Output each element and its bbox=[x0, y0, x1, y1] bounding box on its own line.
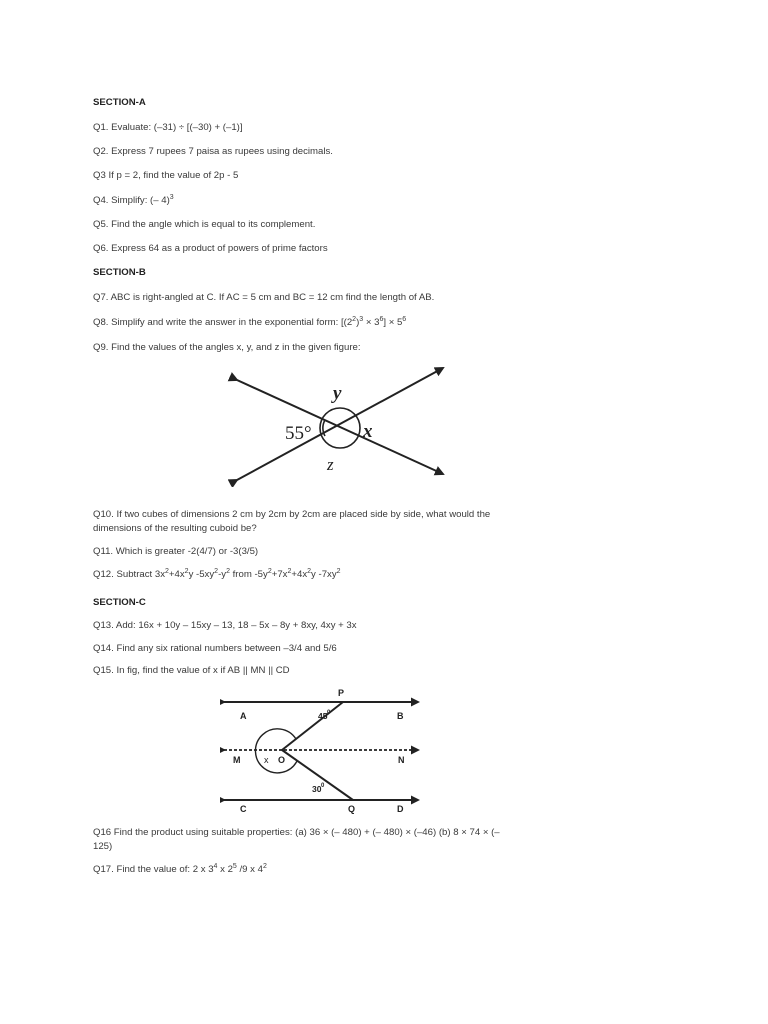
label-n: N bbox=[398, 755, 405, 765]
label-b: B bbox=[397, 711, 404, 721]
section-b-heading: SECTION-B bbox=[93, 267, 146, 278]
label-a: A bbox=[240, 711, 247, 721]
label-x: x bbox=[264, 755, 269, 765]
label-c: C bbox=[240, 804, 247, 814]
label-z: z bbox=[327, 455, 334, 474]
label-x: x bbox=[363, 421, 373, 442]
question-4: Q4. Simplify: (– 4)$^3$ bbox=[93, 194, 174, 206]
question-6: Q6. Express 64 as a product of powers of prime factors bbox=[93, 243, 328, 254]
label-30: 30 bbox=[312, 784, 322, 794]
question-17: Q17. Find the value of: 2 x $3^4$ x $2^5$ /9 x $4^2$ bbox=[93, 863, 267, 875]
question-1: Q1. Evaluate: (–31) ÷ [(–30) + (–1)] bbox=[93, 122, 243, 133]
question-5: Q5. Find the angle which is equal to its complement. bbox=[93, 219, 316, 230]
question-9: Q9. Find the values of the angles x, y, and z in the given figure: bbox=[93, 342, 361, 353]
question-3: Q3 If p = 2, find the value of 2p - 5 bbox=[93, 170, 239, 181]
label-y: y bbox=[333, 383, 342, 404]
parallel-lines-figure bbox=[220, 684, 430, 814]
question-8: Q8. Simplify and write the answer in the exponential form: $[(2^2)^3 \times 3^6] \times 5^6$ bbox=[93, 316, 407, 328]
question-16-line-2: 125) bbox=[93, 841, 113, 852]
label-30-deg: 0 bbox=[321, 783, 325, 789]
label-55-degrees: 55° bbox=[285, 423, 312, 444]
question-13: Q13. Add: 16x + 10y – 15xy – 13, 18 – 5x – 8y + 8xy, 4xy + 3x bbox=[93, 620, 357, 631]
label-o: O bbox=[278, 755, 286, 765]
label-45: 45 bbox=[318, 711, 328, 721]
angle-arc-55 bbox=[323, 420, 325, 436]
question-11: Q11. Which is greater -2(4/7) or -3(3/5) bbox=[93, 546, 259, 557]
question-7: Q7. ABC is right-angled at C. If AC = 5 cm and BC = 12 cm find the length of AB. bbox=[93, 292, 435, 303]
label-q: Q bbox=[348, 804, 356, 814]
question-15: Q15. In fig, find the value of x if AB || MN || CD bbox=[93, 665, 290, 676]
section-a-heading: SECTION-A bbox=[93, 97, 146, 108]
section-c-heading: SECTION-C bbox=[93, 597, 146, 608]
label-m: M bbox=[233, 755, 241, 765]
question-14: Q14. Find any six rational numbers between –3/4 and 5/6 bbox=[93, 643, 337, 654]
question-16-line-1: Q16 Find the product using suitable properties: (a) 36 × (– 480) + (– 480) × (–46) (b) 8 × 74 × (– bbox=[93, 827, 500, 838]
label-d: D bbox=[397, 804, 404, 814]
question-12: Q12. Subtract $3x^2+4x^2y$ $-5xy^2-y^2$ from $-5y^2+7x^2+4x^2y$ $-7xy^2$ bbox=[93, 568, 341, 580]
label-p: P bbox=[338, 688, 345, 698]
segment-po bbox=[282, 702, 343, 750]
question-2: Q2. Express 7 rupees 7 paisa as rupees using decimals. bbox=[93, 146, 333, 157]
question-10-line-1: Q10. If two cubes of dimensions 2 cm by 2cm by 2cm are placed side by side, what would the bbox=[93, 509, 491, 520]
label-45-deg: 0 bbox=[327, 710, 331, 716]
intersecting-lines-figure bbox=[225, 362, 455, 487]
question-10-line-2: dimensions of the resulting cuboid be? bbox=[93, 523, 257, 534]
